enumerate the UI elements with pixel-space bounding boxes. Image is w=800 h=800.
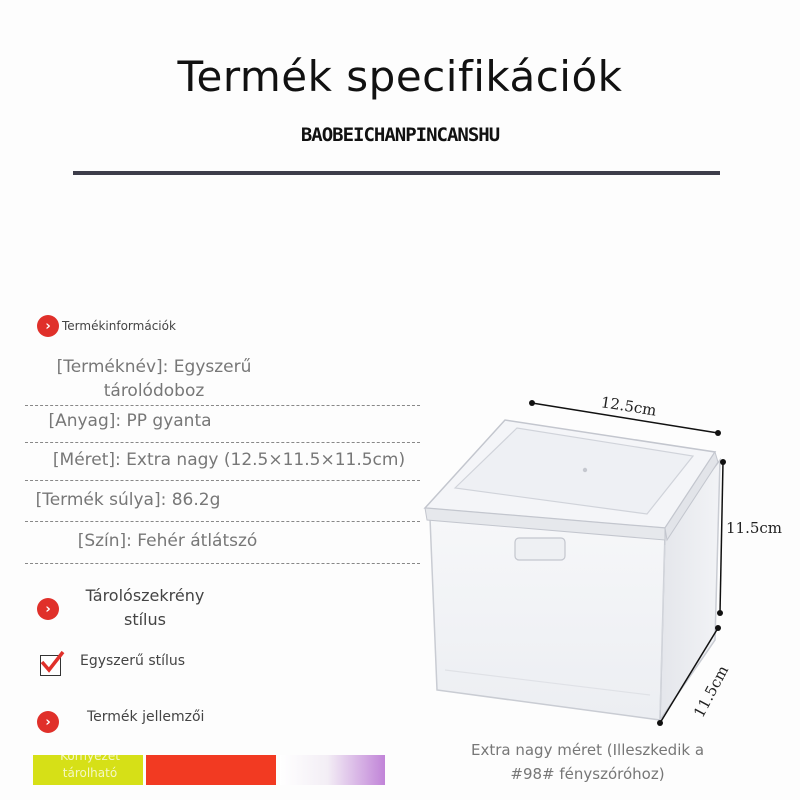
feature-env: Környezet tárolható xyxy=(60,749,120,780)
feature-traits: Termék jellemzői xyxy=(87,709,205,725)
dimension-depth: 11.5cm xyxy=(690,662,733,721)
row-divider xyxy=(25,405,420,406)
spec-material: [Anyag]: PP gyanta xyxy=(48,411,212,431)
title-divider xyxy=(73,171,720,175)
dimension-width: 12.5cm xyxy=(599,393,658,420)
feature-style: Tárolószekrény stílus xyxy=(85,586,205,629)
dimension-lines xyxy=(520,390,800,740)
page-title: Termék specifikációk xyxy=(177,52,623,101)
checkbox-check-icon xyxy=(40,655,61,676)
spec-weight: [Termék súlya]: 86.2g xyxy=(35,490,221,510)
info-heading: Termékinformációk xyxy=(62,319,176,333)
spec-name: [Terméknév]: Egyszerű tárolódoboz xyxy=(56,357,252,401)
chevron-right-icon: › xyxy=(37,598,59,620)
dimension-height: 11.5cm xyxy=(726,519,783,537)
spec-color: [Szín]: Fehér átlátszó xyxy=(77,531,258,551)
product-caption: Extra nagy méret (Illeszkedik a #98# fényszóróhoz) xyxy=(470,741,705,783)
chevron-right-icon: › xyxy=(37,315,59,337)
row-divider xyxy=(25,563,420,564)
row-divider xyxy=(25,442,420,443)
row-divider xyxy=(25,480,420,481)
page-subtitle: BAOBEICHANPINCANSHU xyxy=(300,124,500,146)
spec-size: [Méret]: Extra nagy (12.5×11.5×11.5cm) xyxy=(52,450,406,470)
chevron-right-icon: › xyxy=(37,711,59,733)
info-section-header xyxy=(37,315,176,337)
swatch-red xyxy=(146,755,276,785)
swatch-gradient xyxy=(280,755,385,785)
row-divider xyxy=(25,521,420,522)
feature-simple: Egyszerű stílus xyxy=(80,653,186,669)
